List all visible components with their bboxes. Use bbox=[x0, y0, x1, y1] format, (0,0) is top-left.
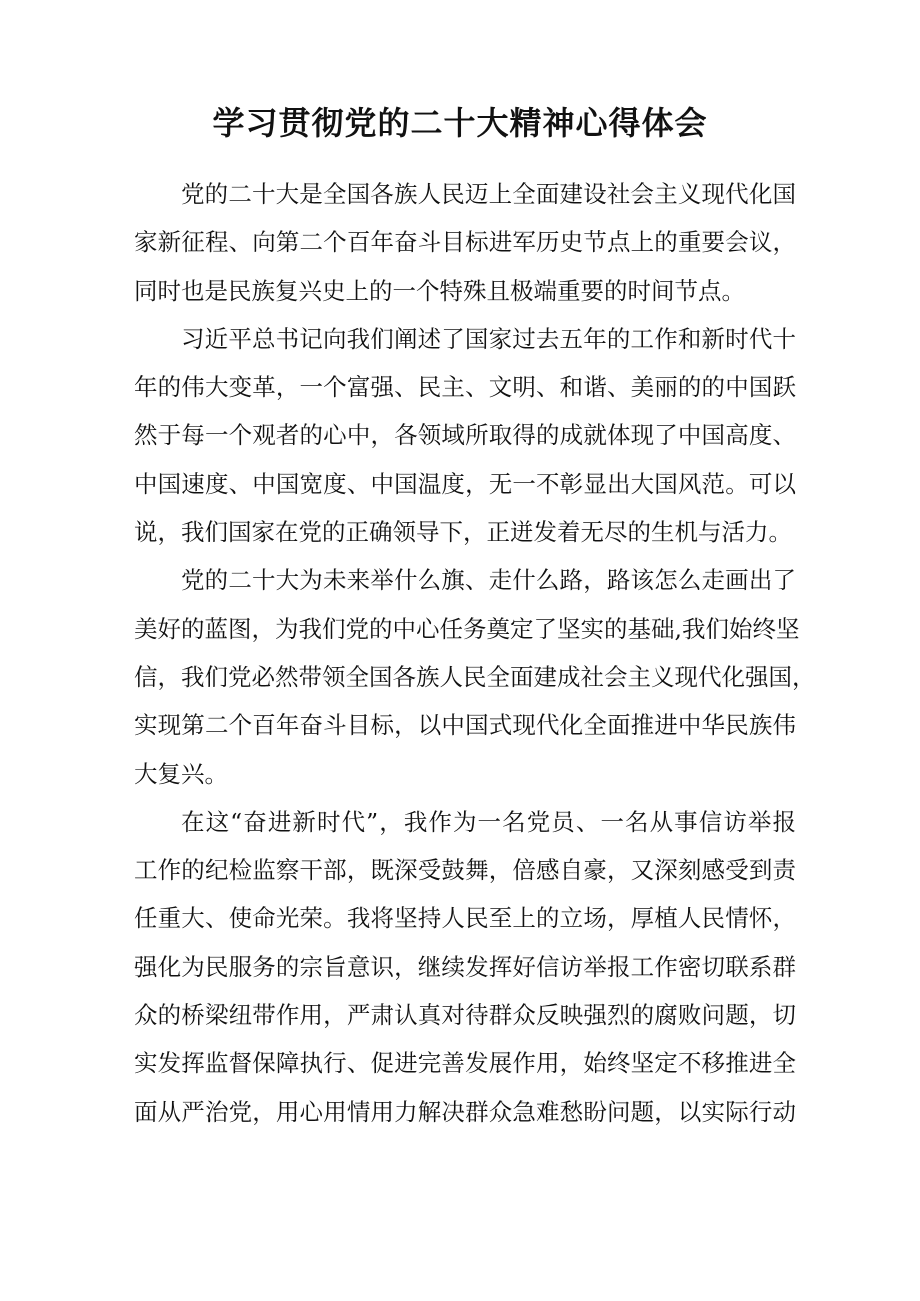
text-line: 党的二十大为未来举什么旗、走什么路，路该怎么走画出了 bbox=[181, 566, 796, 595]
text-line: 实发挥监督保障执行、促进完善发展作用，始终坚定不移推进全 bbox=[134, 1049, 796, 1078]
document-title: 学习贯彻党的二十大精神心得体会 bbox=[212, 104, 708, 142]
text-line: 说，我们国家在党的正确领导下，正迸发着无尽的生机与活力。 bbox=[134, 518, 792, 547]
text-line: 习近平总书记向我们阐述了国家过去五年的工作和新时代十 bbox=[181, 324, 796, 353]
text-line: 美好的蓝图，为我们党的中心任务奠定了坚实的基础,我们始终坚 bbox=[134, 614, 800, 643]
text-line: 家新征程、向第二个百年奋斗目标进军历史节点上的重要会议， bbox=[134, 228, 796, 257]
text-line: 任重大、使命光荣。我将坚持人民至上的立场，厚植人民情怀， bbox=[134, 904, 796, 933]
text-line: 信，我们党必然带领全国各族人民全面建成社会主义现代化强国， bbox=[134, 662, 816, 691]
text-line: 然于每一个观者的心中，各领域所取得的成就体现了中国高度、 bbox=[134, 421, 796, 450]
text-line: 众的桥梁纽带作用，严肃认真对待群众反映强烈的腐败问题，切 bbox=[134, 1001, 796, 1030]
text-line: 同时也是民族复兴史上的一个特殊且极端重要的时间节点。 bbox=[134, 276, 745, 305]
paragraph-4 bbox=[134, 798, 796, 1136]
text-line: 在这“奋进新时代”，我作为一名党员、一名从事信访举报 bbox=[181, 807, 796, 836]
paragraph-3 bbox=[134, 556, 816, 797]
document-body bbox=[134, 170, 816, 1136]
text-line: 实现第二个百年奋斗目标，以中国式现代化全面推进中华民族伟 bbox=[134, 711, 796, 740]
text-line: 中国速度、中国宽度、中国温度，无一不彰显出大国风范。可以 bbox=[134, 469, 796, 498]
text-line: 强化为民服务的宗旨意识，继续发挥好信访举报工作密切联系群 bbox=[134, 952, 796, 981]
text-line: 大复兴。 bbox=[134, 759, 228, 788]
paragraph-2 bbox=[134, 315, 796, 556]
paragraph-1 bbox=[134, 170, 796, 315]
text-line: 面从严治党，用心用情用力解决群众急难愁盼问题，以实际行动 bbox=[134, 1097, 796, 1126]
text-line: 党的二十大是全国各族人民迈上全面建设社会主义现代化国 bbox=[181, 180, 796, 208]
text-line: 年的伟大变革，一个富强、民主、文明、和谐、美丽的的中国跃 bbox=[134, 373, 796, 402]
text-line: 工作的纪检监察干部，既深受鼓舞，倍感自豪，又深刻感受到责 bbox=[134, 856, 796, 885]
